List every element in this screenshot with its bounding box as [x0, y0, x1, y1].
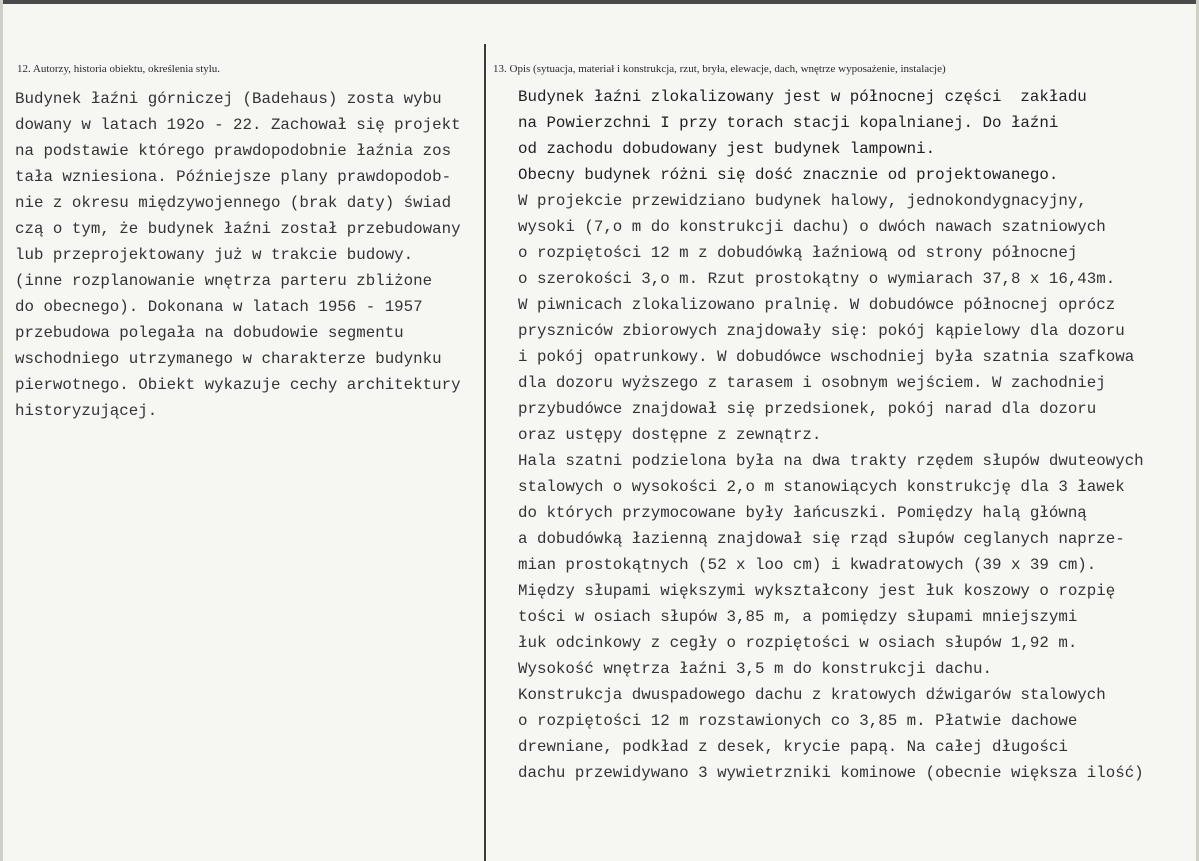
description-text-line: wysoki (7,o m do konstrukcji dachu) o dwóch nawach szatniowych: [518, 218, 1106, 236]
description-text-line: o rozpiętości 12 m rozstawionych co 3,85 m. Płatwie dachowe: [518, 712, 1078, 730]
description-text-line: dla dozoru wyższego z tarasem i osobnym wejściem. W zachodniej: [518, 374, 1106, 392]
history-text-line: do obecnego). Dokonana w latach 1956 - 1957: [15, 298, 423, 316]
section-13-heading: 13. Opis (sytuacja, materiał i konstrukcja, rzut, bryła, elewacje, dach, wnętrze wyposażenie, instalacje): [493, 63, 946, 75]
description-text-line: dachu przewidywano 3 wywietrzniki kominowe (obecnie większa ilość): [518, 764, 1144, 782]
description-text-line: W projekcie przewidziano budynek halowy, jednokondygnacyjny,: [518, 192, 1087, 210]
description-text-line: na Powierzchni I przy torach stacji kopalnianej. Do łaźni: [518, 114, 1059, 132]
description-text-line: Konstrukcja dwuspadowego dachu z kratowych dźwigarów stalowych: [518, 686, 1106, 704]
history-text-line: historyzującej.: [15, 402, 158, 420]
history-text-line: dowany w latach 192o - 22. Zachował się projekt: [15, 116, 461, 134]
description-text-line: mian prostokątnych (52 x loo cm) i kwadratowych (39 x 39 cm).: [518, 556, 1097, 574]
description-text-line: Hala szatni podzielona była na dwa trakty rzędem słupów dwuteowych: [518, 452, 1144, 470]
description-text-line: drewniane, podkład z desek, krycie papą. Na całej długości: [518, 738, 1068, 756]
description-text: [518, 84, 1178, 786]
description-text-line: stalowych o wysokości 2,o m stanowiących konstrukcję dla 3 ławek: [518, 478, 1125, 496]
history-text-line: wschodniego utrzymanego w charakterze budynku: [15, 350, 442, 368]
description-text-line: Wysokość wnętrza łaźni 3,5 m do konstrukcji dachu.: [518, 660, 992, 678]
description-text-line: W piwnicach zlokalizowano pralnię. W dobudówce północnej oprócz: [518, 296, 1116, 314]
description-text-line: oraz ustępy dostępne z zewnątrz.: [518, 426, 822, 444]
description-text-line: tości w osiach słupów 3,85 m, a pomiędzy słupami mniejszymi: [518, 608, 1078, 626]
history-text-line: pierwotnego. Obiekt wykazuje cechy architektury: [15, 376, 461, 394]
column-divider: [484, 44, 486, 861]
history-text-line: nie z okresu międzywojennego (brak daty) świad: [15, 194, 452, 212]
card-top-edge: [0, 0, 1199, 4]
history-text-line: (inne rozplanowanie wnętrza parteru zbliżone: [15, 272, 433, 290]
description-text-line: o rozpiętości 12 m z dobudówką łaźniową od strony północnej: [518, 244, 1078, 262]
description-text-line: o szerokości 3,o m. Rzut prostokątny o wymiarach 37,8 x 16,43m.: [518, 270, 1116, 288]
history-text-line: tała wzniesiona. Późniejsze plany prawdopodob-: [15, 168, 452, 186]
description-text-line: od zachodu dobudowany jest budynek lampowni.: [518, 140, 936, 158]
section-12-heading: 12. Autorzy, historia obiektu, określenia stylu.: [17, 63, 221, 75]
description-text-line: przybudówce znajdował się przedsionek, pokój narad dla dozoru: [518, 400, 1097, 418]
history-text-line: przebudowa polegała na dobudowie segmentu: [15, 324, 404, 342]
history-text: [15, 86, 483, 424]
description-text-line: łuk odcinkowy z cegły o rozpiętości w osiach słupów 1,92 m.: [518, 634, 1078, 652]
card-left-edge: [0, 0, 3, 861]
history-text-line: na podstawie którego prawdopodobnie łaźnia zos: [15, 142, 452, 160]
description-text-line: Budynek łaźni zlokalizowany jest w północnej części zakładu: [518, 88, 1087, 106]
history-text-line: czą o tym, że budynek łaźni został przebudowany: [15, 220, 461, 238]
description-text-line: Między słupami większymi wykształcony jest łuk koszowy o rozpię: [518, 582, 1116, 600]
description-text-line: Obecny budynek różni się dość znacznie od projektowanego.: [518, 166, 1059, 184]
description-text-line: i pokój opatrunkowy. W dobudówce wschodniej była szatnia szafkowa: [518, 348, 1135, 366]
description-text-line: a dobudówką łazienną znajdował się rząd słupów ceglanych naprze-: [518, 530, 1125, 548]
description-text-line: pryszniców zbiorowych znajdowały się: pokój kąpielowy dla dozoru: [518, 322, 1125, 340]
history-text-line: lub przeprojektowany już w trakcie budowy.: [15, 246, 414, 264]
description-text-line: do których przymocowane były łańcuszki. Pomiędzy halą główną: [518, 504, 1087, 522]
history-text-line: Budynek łaźni górniczej (Badehaus) zosta wybu: [15, 90, 442, 108]
